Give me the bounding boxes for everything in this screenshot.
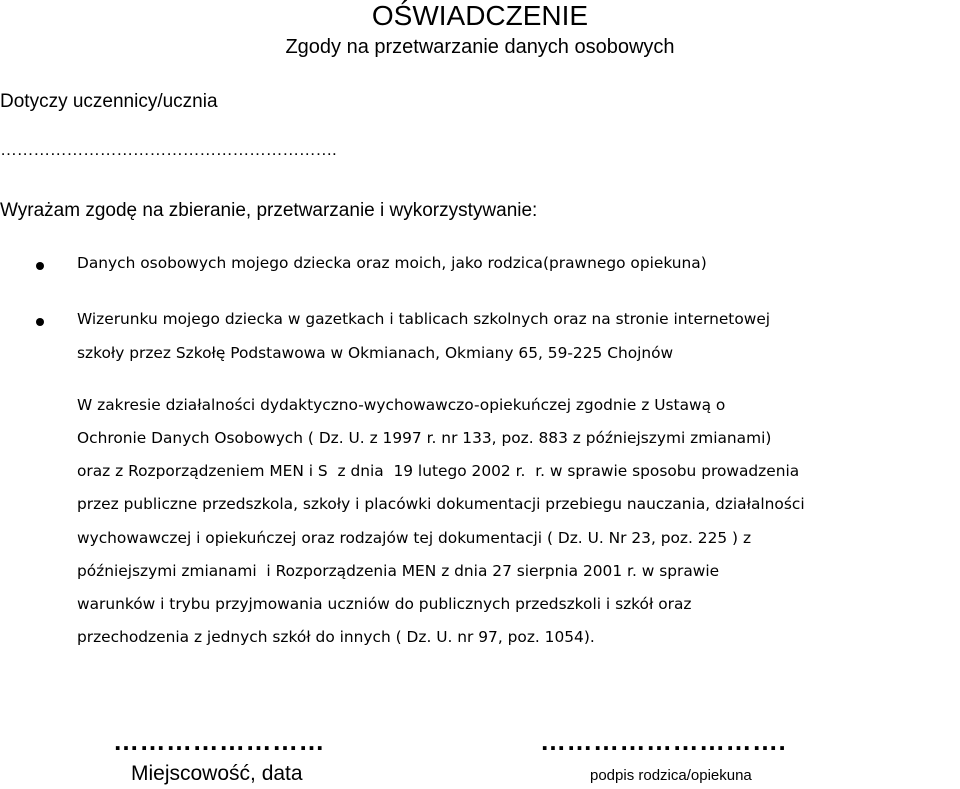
consent-item-line: Danych osobowych mojego dziecka oraz moich, jako rodzica(prawnego opiekuna)	[77, 254, 707, 272]
legal-basis-line: późniejszymi zmianami i Rozporządzenia MEN z dnia 27 sierpnia 2001 r. w sprawie	[77, 562, 720, 580]
place-date-blank: ……………………	[113, 726, 325, 756]
concerns-label: Dotyczy uczennicy/ucznia	[0, 91, 218, 112]
document-title: OŚWIADCZENIE	[371, 0, 589, 31]
signature-label: podpis rodzica/opiekuna	[590, 767, 752, 784]
signature-blank: ……………………….	[540, 726, 787, 756]
document-subtitle: Zgody na przetwarzanie danych osobowych	[285, 36, 675, 58]
legal-basis-line: wychowawczej i opiekuńczej oraz rodzajów tej dokumentacji ( Dz. U. Nr 23, poz. 225 ) z	[77, 529, 752, 547]
consent-item-line: Wizerunku mojego dziecka w gazetkach i tablicach szkolnych oraz na stronie internetowej	[77, 310, 771, 328]
legal-basis-line: W zakresie działalności dydaktyczno-wychowawczo-opiekuńczej zgodnie z Ustawą o	[77, 396, 726, 414]
legal-basis-line: warunków i trybu przyjmowania uczniów do publicznych przedszkoli i szkół oraz	[77, 595, 692, 613]
consent-intro: Wyrażam zgodę na zbieranie, przetwarzanie i wykorzystywanie:	[0, 200, 538, 221]
student-name-blank: …………………………………………………….	[0, 140, 337, 159]
legal-basis-line: przechodzenia z jednych szkół do innych ( Dz. U. nr 97, poz. 1054).	[77, 628, 595, 646]
place-date-label: Miejscowość, data	[131, 762, 303, 785]
legal-basis-line: przez publiczne przedszkola, szkoły i placówki dokumentacji przebiegu nauczania, działalności	[77, 495, 805, 513]
bullet-dot-icon	[36, 262, 44, 270]
legal-basis-line: oraz z Rozporządzeniem MEN i S z dnia 19 lutego 2002 r. r. w sprawie sposobu prowadzenia	[77, 462, 800, 480]
legal-basis-line: Ochronie Danych Osobowych ( Dz. U. z 1997 r. nr 133, poz. 883 z późniejszymi zmianami)	[77, 429, 772, 447]
consent-item-line: szkoły przez Szkołę Podstawowa w Okmianach, Okmiany 65, 59-225 Chojnów	[77, 344, 674, 362]
bullet-dot-icon	[36, 318, 44, 326]
